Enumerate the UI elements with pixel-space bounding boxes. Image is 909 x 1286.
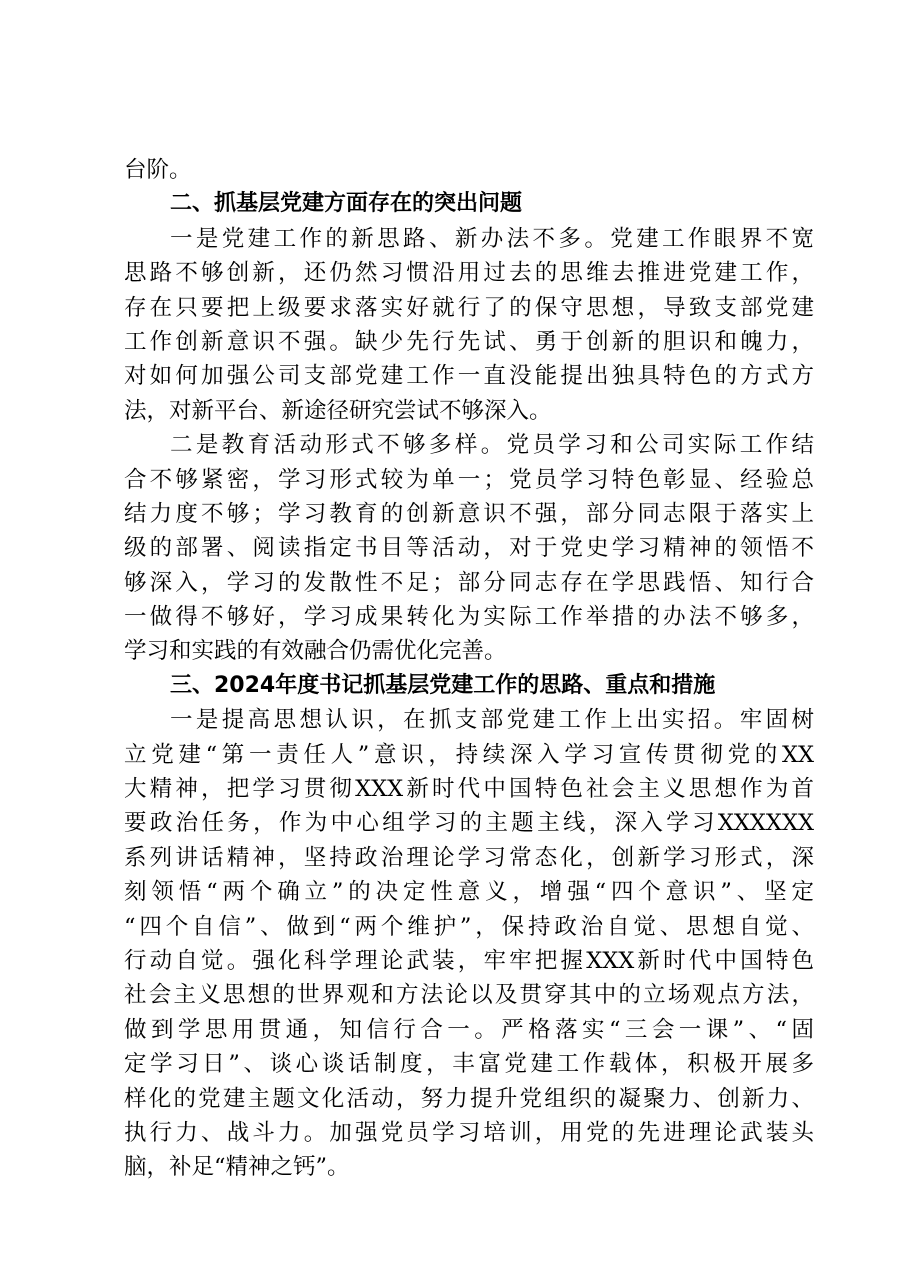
paragraph-line: 立党建“第一责任人”意识，持续深入学习宣传贯彻党的XX <box>124 741 814 768</box>
paragraph-line: 学习和实践的有效融合仍需优化完善。 <box>124 638 507 665</box>
paragraph-line: 大精神，把学习贯彻XXX新时代中国特色社会主义思想作为首 <box>124 776 814 803</box>
paragraph-line: 脑，补足“精神之钙”。 <box>124 1154 350 1181</box>
paragraph-raise-awareness <box>124 703 814 1184</box>
section-heading-plans: 三、2024年度书记抓基层党建工作的思路、重点和措施 <box>170 672 716 698</box>
paragraph-line: 对如何加强公司支部党建工作一直没能提出独具特色的方式方 <box>124 363 814 390</box>
paragraph-line: 法，对新平台、新途径研究尝试不够深入。 <box>124 397 552 424</box>
paragraph-line: 一做得不够好，学习成果转化为实际工作举措的办法不够多， <box>124 604 814 631</box>
paragraph-line: 存在只要把上级要求落实好就行了的保守思想，导致支部党建 <box>124 294 814 321</box>
paragraph-line: 要政治任务，作为中心组学习的主题主线，深入学习XXXXXX <box>124 810 814 837</box>
paragraph-line: 定学习日”、谈心谈话制度，丰富党建工作载体，积极开展多 <box>124 1051 814 1078</box>
paragraph-line: 社会主义思想的世界观和方法论以及贯穿其中的立场观点方法， <box>124 982 814 1009</box>
paragraph-line: 一是党建工作的新思路、新办法不多。党建工作眼界不宽 <box>170 225 814 252</box>
paragraph-line: 行动自觉。强化科学理论武装，牢牢把握XXX新时代中国特色 <box>124 947 814 974</box>
paragraph-new-ideas <box>124 222 814 428</box>
paragraph-line: 思路不够创新，还仍然习惯沿用过去的思维去推进党建工作， <box>124 260 814 287</box>
paragraph-line: 刻领悟“两个确立”的决定性意义，增强“四个意识”、坚定 <box>124 879 814 906</box>
paragraph-line: 系列讲话精神，坚持政治理论学习常态化，创新学习形式，深 <box>124 844 814 871</box>
continuation-line: 台阶。 <box>124 157 192 183</box>
paragraph-line: “四个自信”、做到“两个维护”，保持政治自觉、思想自觉、 <box>124 913 814 940</box>
paragraph-line: 一是提高思想认识，在抓支部党建工作上出实招。牢固树 <box>170 707 814 734</box>
paragraph-line: 二是教育活动形式不够多样。党员学习和公司实际工作结 <box>170 432 814 459</box>
paragraph-line: 执行力、战斗力。加强党员学习培训，用党的先进理论武装头 <box>124 1119 814 1146</box>
paragraph-line: 合不够紧密，学习形式较为单一；党员学习特色彰显、经验总 <box>124 466 814 493</box>
paragraph-education-activities <box>124 428 814 669</box>
section-heading-problems: 二、抓基层党建方面存在的突出问题 <box>170 191 523 217</box>
paragraph-line: 做到学思用贯通，知信行合一。严格落实“三会一课”、“固 <box>124 1016 814 1043</box>
paragraph-line: 工作创新意识不强。缺少先行先试、勇于创新的胆识和魄力， <box>124 328 814 355</box>
paragraph-line: 样化的党建主题文化活动，努力提升党组织的凝聚力、创新力、 <box>124 1085 814 1112</box>
paragraph-line: 结力度不够；学习教育的创新意识不强，部分同志限于落实上 <box>124 500 814 527</box>
document-body <box>124 153 814 1185</box>
paragraph-line: 级的部署、阅读指定书目等活动，对于党史学习精神的领悟不 <box>124 535 814 562</box>
paragraph-line: 够深入，学习的发散性不足；部分同志存在学思践悟、知行合 <box>124 569 814 596</box>
